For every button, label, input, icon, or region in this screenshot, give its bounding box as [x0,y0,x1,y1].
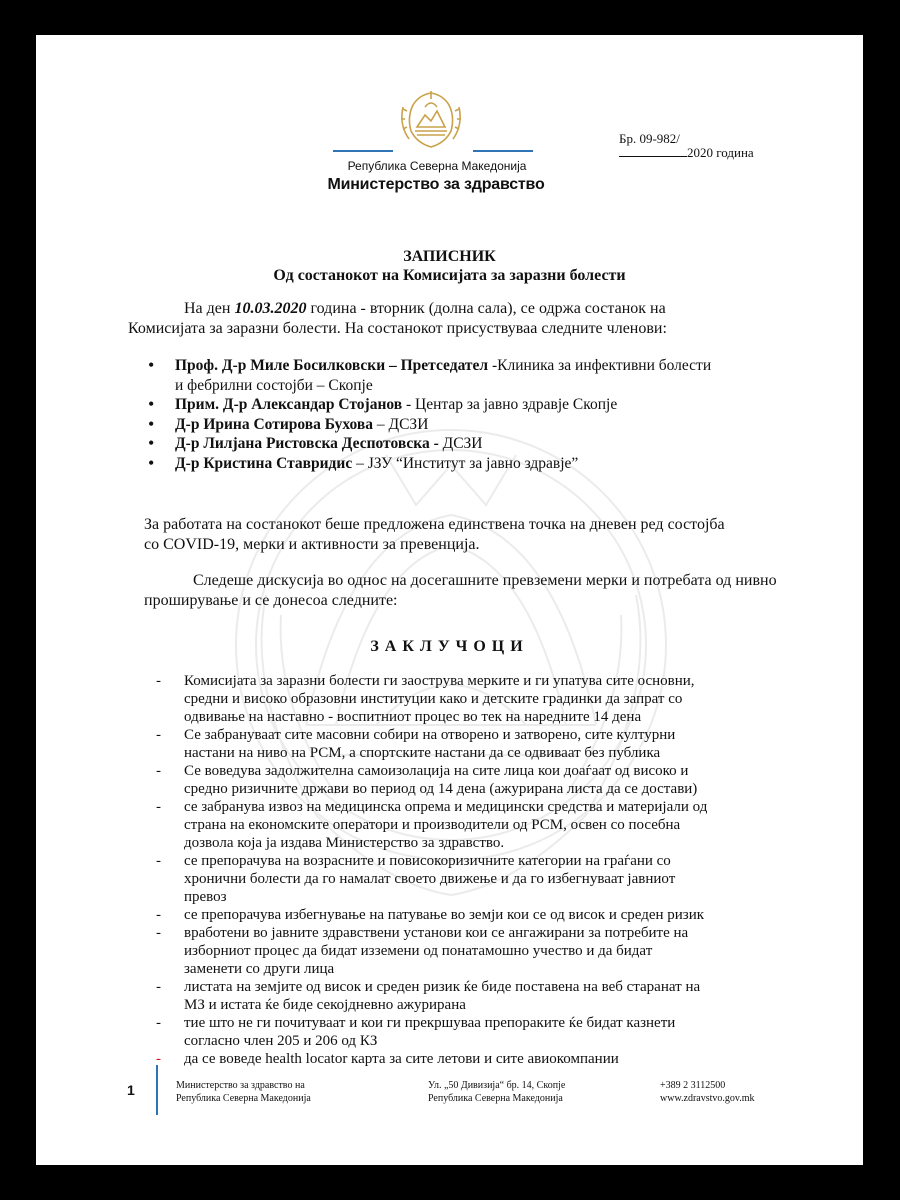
conclusion-text-line: Комисијата за заразни болести ги заострува мерките и ги упатува сите основни, [184,673,695,689]
member-role: – ЈЗУ “Институт за јавно здравје” [352,454,579,472]
member-item [148,454,788,474]
footer-address-line-1: Ул. „50 Дивизија“ бр. 14, Скопје [428,1080,566,1091]
member-name: Прим. Д-р Александар Стојанов [175,396,403,413]
footer-contact [660,1079,755,1105]
footer-website-link[interactable]: www.zdravstvo.gov.mk [660,1093,755,1104]
conclusion-text-line: средни и високо образовни институции како и детските градинки да запрат со [184,691,683,707]
conclusion-text-line: хронични болести да го намалат своето движење и да го избегнуваат јавниот [184,871,676,887]
conclusion-text-line: превоз [184,889,227,905]
document-subtitle: Од состанокот на Комисијата за заразни болести [273,267,626,284]
member-name: Д-р Кристина Ставридис [175,454,353,472]
conclusion-text-line: дозвола која ја издава Министерство за здравство. [184,835,505,851]
agenda-line-2: со COVID-19, мерки и активности за превенција. [144,536,480,553]
conclusion-item [156,978,726,1014]
conclusion-text-line: согласно член 205 и 206 од КЗ [184,1033,378,1049]
conclusion-item [156,762,726,798]
footer-ministry [176,1079,311,1105]
conclusion-item [156,852,726,906]
member-role: ДСЗИ [438,435,483,452]
conclusion-text-line: Се забрануваат сите масовни собири на отворено и затворено, сите културни [184,727,676,743]
conclusions-title: ЗАКЛУЧОЦИ [370,638,529,655]
conclusion-item [156,726,726,762]
conclusion-item [156,1014,726,1050]
member-role: – ДСЗИ [373,415,429,433]
conclusion-item [156,906,726,924]
intro-line-1 [184,299,844,319]
member-item [148,415,788,435]
member-name: Д-р Ирина Сотирова Бухова [175,415,374,433]
intro-rest: година - вторник (долна сала), се одржа состанок на [306,300,666,317]
member-role: - Центар за јавно здравје Скопје [402,396,618,413]
conclusion-text-line: да се воведе health locator карта за сите летови и сите авиокомпании [184,1051,619,1067]
member-role: -Клиника за инфективни болести [488,357,712,374]
footer-address [428,1079,565,1105]
conclusion-text-line: листата на земјите од висок и среден ризик ќе биде поставена на веб старанат на [184,979,701,995]
document-title: ЗАПИСНИК [403,248,496,265]
member-role-cont: и фебрилни состојби – Скопје [175,376,373,394]
header-rule-right [473,150,533,152]
discussion-line-1: Следеше дискусија во однос на досегашните превземени мерки и потребата од нивно [193,572,777,589]
footer-ministry-line-1: Министерство за здравство на [176,1080,305,1091]
coat-of-arms-icon [393,87,469,151]
conclusion-item [156,672,726,726]
discussion-line-2: проширување и се донесоа следните: [144,592,398,609]
conclusion-text-line: заменети со други лица [184,961,335,977]
conclusion-text-line: одвивање на наставно - воспитниот процес во тек на наредните 14 дена [184,709,642,725]
members-list [148,356,788,473]
agenda-line-1: За работата на состанокот беше предложена единствена точка на дневен ред состојба [144,516,725,533]
member-name: Проф. Д-р Миле Босилковски – Претседател [175,357,489,374]
reference-year [619,145,754,161]
footer-phone: +389 2 3112500 [660,1080,726,1091]
conclusion-text-line: МЗ и истата ќе биде секојдневно ажурирана [184,997,466,1013]
reference-year-text: 2020 година [687,145,754,160]
conclusion-item [156,798,726,852]
reference-number: Бр. 09-982/ [619,131,680,146]
meeting-date: 10.03.2020 [234,300,307,317]
conclusion-text-line: средно ризичните држави во период од 14 дена (ажурирана листа да се достави) [184,781,698,797]
document-page [36,35,863,1165]
conclusion-item [156,1050,726,1068]
conclusion-text-line: се забранува извоз на медицинска опрема и медицински средства и материјали од [184,799,708,815]
conclusion-text-line: изборниот процес да бидат изземени од понатамошно учество и да бидат [184,943,653,959]
conclusion-text-line: настани на ниво на РСМ, а спортските настани да се одвиваат без публика [184,745,661,761]
conclusions-list [156,672,726,1068]
footer-ministry-line-2: Република Северна Македонија [176,1093,311,1104]
conclusion-item [156,924,726,978]
conclusion-text-line: се препорачува избегнување на патување во земји кои се од висок и среден ризик [184,907,705,923]
conclusion-text-line: Се воведува задолжителна самоизолација на сите лица кои доаѓаат од високо и [184,763,689,779]
blank-line [619,145,687,157]
conclusion-text-line: се препорачува на возрасните и повисокоризичните категории на граѓани со [184,853,671,869]
conclusion-text-line: вработени во јавните здравствени установи кои се ангажирани за потребите на [184,925,689,941]
intro-line-2: Комисијата за заразни болести. На состанокот присуствуваа следните членови: [128,320,667,337]
page-number: 1 [127,1082,135,1098]
footer-divider [156,1065,158,1115]
footer-address-line-2: Република Северна Македонија [428,1093,563,1104]
ministry-name: Министерство за здравство [327,176,545,193]
conclusion-text-line: тие што не ги почитуваат и кои ги прекршуваа препораките ќе бидат казнети [184,1015,676,1031]
member-item [148,434,788,454]
member-item [148,395,788,415]
republic-name: Република Северна Македонија [347,159,527,173]
member-name: Д-р Лилјана Ристовска Деспотовска - [175,435,439,452]
header-rule-left [333,150,393,152]
intro-prefix: На ден [184,300,235,317]
member-item [148,356,788,395]
conclusion-text-line: страна на економските оператори и производители од РСМ, освен со посебна [184,817,681,833]
